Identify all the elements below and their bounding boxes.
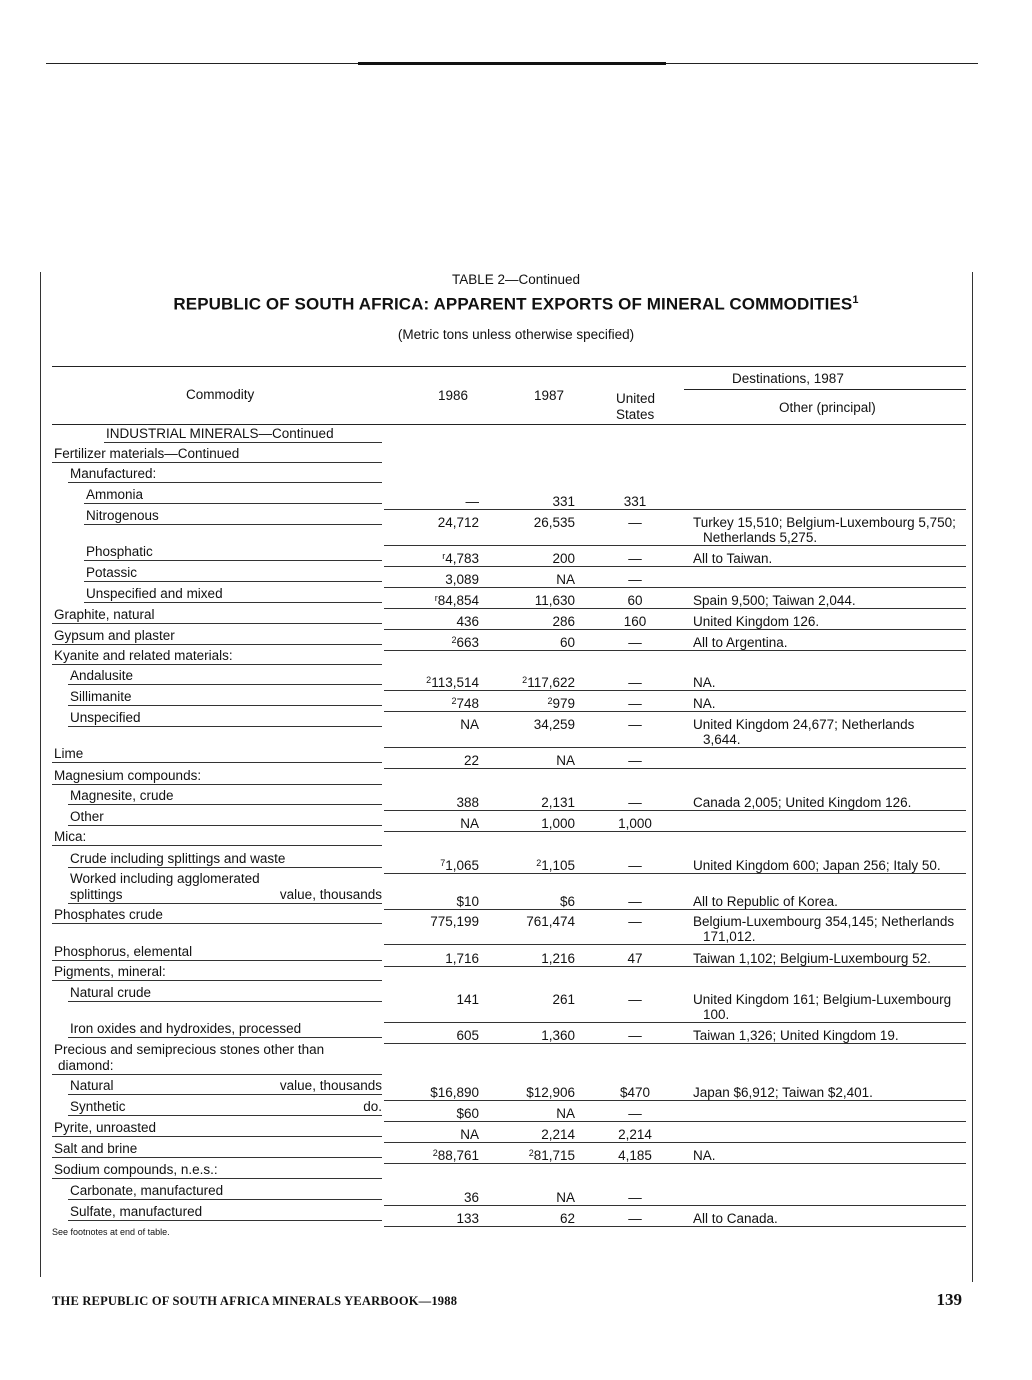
- commodity-label: Other: [70, 809, 104, 824]
- value-1986-text: $16,890: [430, 1085, 479, 1100]
- table-title-text: REPUBLIC OF SOUTH AFRICA: APPARENT EXPORTS OF MINERAL COMMODITIES: [173, 294, 853, 314]
- row-rule: [52, 1074, 382, 1075]
- value-united-states: —: [628, 572, 642, 587]
- row-data-rule: [384, 1163, 966, 1164]
- value-1986: [435, 593, 479, 608]
- commodity-label: Carbonate, manufactured: [70, 1183, 224, 1198]
- commodity-label: Salt and brine: [54, 1141, 138, 1156]
- commodity-label: Phosphorus, elemental: [54, 944, 193, 959]
- commodity-label: Graphite, natural: [54, 607, 155, 622]
- value-1986-text: NA: [460, 717, 479, 732]
- row-data-rule: [384, 1205, 966, 1206]
- value-1987-text: 761,474: [526, 914, 575, 929]
- header-1987: 1987: [534, 388, 565, 403]
- row-data-rule: [384, 1022, 966, 1023]
- value-other-destinations: [693, 635, 968, 650]
- other-destinations-text: NA.: [693, 696, 716, 711]
- value-united-states: —: [628, 894, 642, 909]
- header-other: Other (principal): [779, 400, 876, 415]
- value-1987: [541, 1028, 575, 1043]
- value-other-destinations: [693, 858, 968, 873]
- other-destinations-text-continued: 3,644.: [703, 732, 741, 747]
- row-data-rule: [384, 1142, 966, 1143]
- footnote-mark: 2: [536, 858, 542, 868]
- value-1986-text: NA: [460, 1127, 479, 1142]
- header-us-line2: States: [616, 407, 655, 422]
- value-1986: [430, 1085, 479, 1100]
- unit-label: value, thousands: [279, 1078, 382, 1093]
- row-data-rule: [384, 831, 966, 832]
- row-data-rule: [384, 509, 966, 510]
- value-other-destinations: [693, 696, 968, 711]
- value-1987-text: 2,214: [541, 1127, 575, 1142]
- other-destinations-text-continued: 171,012.: [703, 929, 756, 944]
- value-1987: [552, 494, 575, 509]
- footnote-mark: 2: [528, 1148, 534, 1158]
- row-data-rule: [384, 747, 966, 748]
- value-united-states: 160: [623, 614, 647, 629]
- commodity-label: Ammonia: [86, 487, 144, 502]
- row-rule: [52, 923, 382, 924]
- value-1987: [556, 1106, 575, 1121]
- value-1987-text: 2,131: [541, 795, 575, 810]
- value-other-destinations: [693, 551, 968, 566]
- row-rule: [52, 644, 382, 645]
- row-data-rule: [384, 566, 966, 567]
- footnote-mark: 7: [440, 858, 446, 868]
- other-destinations-text: NA.: [693, 675, 716, 690]
- title-footnote-mark: 1: [852, 294, 859, 306]
- value-1987-text: 1,105: [541, 858, 575, 873]
- value-1986-text: $10: [456, 894, 479, 909]
- commodity-label-continued: splittings: [70, 887, 123, 902]
- other-destinations-text: All to Republic of Korea.: [693, 894, 838, 909]
- value-other-destinations: [693, 1148, 968, 1163]
- footer-title: THE REPUBLIC OF SOUTH AFRICA MINERALS YEARBOOK—1988: [52, 1294, 458, 1308]
- footnote-mark: 2: [432, 1148, 438, 1158]
- commodity-label: Kyanite and related materials:: [54, 648, 233, 663]
- value-1986: [456, 795, 479, 810]
- row-data-rule: [384, 873, 966, 874]
- row-data-rule: [384, 810, 966, 811]
- row-rule: [52, 1157, 382, 1158]
- value-other-destinations: [693, 894, 968, 909]
- value-1986: [451, 635, 479, 650]
- value-1986-text: 748: [456, 696, 479, 711]
- value-1986-text: 388: [456, 795, 479, 810]
- commodity-label: Natural crude: [70, 985, 152, 1000]
- commodity-label: Nitrogenous: [86, 508, 159, 523]
- value-1987-text: 34,259: [533, 717, 575, 732]
- commodity-label: Precious and semiprecious stones other than: [54, 1042, 325, 1057]
- value-1987: [536, 858, 575, 873]
- value-other-destinations: [693, 593, 968, 608]
- value-1986-text: 1,716: [445, 951, 479, 966]
- value-1986: [456, 894, 479, 909]
- row-rule: [52, 664, 382, 665]
- value-1987-text: 286: [552, 614, 575, 629]
- footnote-mark: 2: [522, 675, 528, 685]
- commodity-label: Manufactured:: [70, 466, 157, 481]
- commodity-label: Pigments, mineral:: [54, 964, 166, 979]
- row-data-rule: [384, 909, 966, 910]
- value-1987-text: 1,216: [541, 951, 575, 966]
- value-1986-text: 4,783: [445, 551, 479, 566]
- other-destinations-text-continued: 100.: [703, 1007, 730, 1022]
- other-destinations-text: United Kingdom 161; Belgium-Luxembourg: [693, 992, 952, 1007]
- row-rule: [84, 602, 382, 603]
- header-1986: 1986: [438, 388, 469, 403]
- footnote: See footnotes at end of table.: [52, 1227, 170, 1237]
- value-1987: [534, 717, 575, 732]
- value-1986: [445, 572, 479, 587]
- other-destinations-text: United Kingdom 600; Japan 256; Italy 50.: [693, 858, 941, 873]
- other-destinations-text: Spain 9,500; Taiwan 2,044.: [693, 593, 856, 608]
- value-1987: [522, 675, 575, 690]
- value-united-states: —: [628, 551, 642, 566]
- value-1987: [526, 914, 575, 929]
- value-1987: [556, 753, 575, 768]
- value-other-destinations: [693, 1211, 968, 1226]
- other-destinations-text: United Kingdom 24,677; Netherlands: [693, 717, 915, 732]
- row-rule: [52, 1178, 382, 1179]
- value-1987: [552, 551, 575, 566]
- row-rule: [68, 867, 382, 868]
- row-rule: [68, 684, 382, 685]
- value-united-states: —: [628, 717, 642, 732]
- value-1986: [466, 494, 480, 509]
- value-1986-text: 605: [456, 1028, 479, 1043]
- other-destinations-text: All to Taiwan.: [693, 551, 773, 566]
- row-data-rule: [384, 1043, 966, 1044]
- commodity-label: Synthetic: [70, 1099, 126, 1114]
- row-rule: [52, 462, 382, 463]
- table-caption: TABLE 2—Continued: [451, 272, 581, 287]
- value-united-states: —: [628, 515, 642, 530]
- value-1986: [456, 992, 479, 1007]
- other-destinations-text: Taiwan 1,102; Belgium-Luxembourg 52.: [693, 951, 931, 966]
- row-data-rule: [384, 650, 966, 651]
- value-1987-text: 331: [552, 494, 575, 509]
- value-1987: [541, 951, 575, 966]
- value-1986-text: 141: [456, 992, 479, 1007]
- value-1987-text: 979: [552, 696, 575, 711]
- value-1986: [456, 1028, 479, 1043]
- footnote-mark: r: [442, 551, 446, 561]
- row-rule: [68, 482, 382, 483]
- value-1987: [547, 696, 575, 711]
- value-other-destinations: [693, 515, 968, 545]
- row-data-rule: [384, 629, 966, 630]
- value-1986-text: 3,089: [445, 572, 479, 587]
- commodity-label: Sillimanite: [70, 689, 132, 704]
- table-subtitle: (Metric tons unless otherwise specified): [397, 327, 635, 342]
- commodity-label: Sulfate, manufactured: [70, 1204, 203, 1219]
- row-rule: [68, 1094, 382, 1095]
- other-destinations-text: All to Canada.: [693, 1211, 778, 1226]
- value-1986: [464, 753, 479, 768]
- value-other-destinations: [693, 717, 968, 747]
- commodity-label: Lime: [54, 746, 84, 761]
- row-rule: [52, 845, 382, 846]
- value-1987: [529, 1148, 575, 1163]
- other-destinations-text: Belgium-Luxembourg 354,145; Netherlands: [693, 914, 955, 929]
- other-destinations-text: Taiwan 1,326; United Kingdom 19.: [693, 1028, 899, 1043]
- value-other-destinations: [693, 951, 968, 966]
- value-1986: [440, 858, 479, 873]
- value-other-destinations: [693, 795, 968, 810]
- commodity-label: Crude including splittings and waste: [70, 851, 286, 866]
- footnote-mark: 2: [426, 675, 432, 685]
- value-1987-text: 1,360: [541, 1028, 575, 1043]
- row-data-rule: [384, 1121, 966, 1122]
- value-1987: [552, 614, 575, 629]
- row-data-rule: [384, 1100, 966, 1101]
- value-1987-text: 117,622: [527, 675, 575, 690]
- value-1986-text: 775,199: [430, 914, 479, 929]
- value-united-states: —: [628, 914, 642, 929]
- value-united-states: $470: [619, 1085, 651, 1100]
- other-destinations-text: Japan $6,912; Taiwan $2,401.: [693, 1085, 873, 1100]
- row-rule: [52, 784, 382, 785]
- value-1986-text: 1,065: [445, 858, 479, 873]
- value-1987-text: 81,715: [533, 1148, 575, 1163]
- row-rule: [68, 1115, 382, 1116]
- value-1986-text: 22: [463, 753, 479, 768]
- commodity-label: Sodium compounds, n.e.s.:: [54, 1162, 218, 1177]
- row-data-rule: [384, 690, 966, 691]
- value-united-states: —: [628, 1190, 642, 1205]
- value-united-states: —: [628, 696, 642, 711]
- value-1987: [534, 515, 575, 530]
- value-1986: [460, 816, 479, 831]
- value-1986-text: 84,854: [437, 593, 479, 608]
- value-1987-text: NA: [556, 572, 575, 587]
- value-1986: [456, 614, 479, 629]
- row-data-rule: [384, 1226, 966, 1227]
- row-rule: [68, 1001, 382, 1002]
- row-rule: [52, 980, 382, 981]
- row-rule: [68, 1199, 382, 1200]
- row-rule: [84, 524, 382, 525]
- value-1987: [541, 816, 575, 831]
- value-united-states: 47: [627, 951, 643, 966]
- value-united-states: —: [628, 675, 642, 690]
- commodity-label: Gypsum and plaster: [54, 628, 175, 643]
- commodity-label: Potassic: [86, 565, 138, 580]
- value-united-states: 331: [623, 494, 647, 509]
- value-1987-text: NA: [556, 753, 575, 768]
- value-1987-text: $6: [559, 894, 575, 909]
- row-rule: [84, 581, 382, 582]
- commodity-label: Magnesium compounds:: [54, 768, 202, 783]
- header-commodity: Commodity: [186, 387, 255, 402]
- value-1986-text: 88,761: [437, 1148, 479, 1163]
- value-1986: [451, 696, 479, 711]
- row-data-rule: [384, 768, 966, 769]
- value-united-states: —: [628, 858, 642, 873]
- commodity-label: Iron oxides and hydroxides, processed: [70, 1021, 302, 1036]
- commodity-label: Phosphates crude: [54, 907, 163, 922]
- footnote-mark: 2: [451, 635, 457, 645]
- value-1987-text: 200: [552, 551, 575, 566]
- value-united-states: —: [628, 753, 642, 768]
- value-1986: [456, 1106, 479, 1121]
- value-1987: [560, 1211, 575, 1226]
- other-destinations-text: All to Argentina.: [693, 635, 788, 650]
- row-rule: [68, 1220, 382, 1221]
- value-1986: [445, 951, 479, 966]
- row-data-rule: [384, 545, 966, 546]
- value-united-states: —: [628, 1028, 642, 1043]
- value-united-states: —: [628, 795, 642, 810]
- value-1987: [552, 992, 575, 1007]
- value-1987: [560, 635, 575, 650]
- value-1986-text: NA: [460, 816, 479, 831]
- value-other-destinations: [693, 675, 968, 690]
- row-rule: [68, 903, 382, 904]
- commodity-label: Andalusite: [70, 668, 134, 683]
- value-1986-text: —: [465, 494, 479, 509]
- value-united-states: 2,214: [618, 1127, 652, 1142]
- row-rule: [52, 762, 382, 763]
- commodity-label: Magnesite, crude: [70, 788, 174, 803]
- value-1986: [460, 717, 479, 732]
- value-1987: [560, 894, 575, 909]
- row-data-rule: [384, 944, 966, 945]
- value-1986: [426, 675, 479, 690]
- value-other-destinations: [693, 1028, 968, 1043]
- row-rule: [68, 825, 382, 826]
- value-1987-text: $12,906: [526, 1085, 575, 1100]
- value-1986-text: 113,514: [431, 675, 479, 690]
- value-1987: [526, 1085, 575, 1100]
- footnote-mark: r: [434, 593, 438, 603]
- value-united-states: —: [628, 1211, 642, 1226]
- row-rule: [84, 503, 382, 504]
- footnote-mark: 2: [451, 696, 457, 706]
- value-1986: [460, 1127, 479, 1142]
- commodity-label: Mica:: [54, 829, 87, 844]
- footnote-mark: 2: [547, 696, 553, 706]
- row-rule: [52, 960, 382, 961]
- value-other-destinations: [693, 614, 968, 629]
- row-rule: [68, 804, 382, 805]
- commodity-label: Worked including agglomerated: [70, 871, 260, 886]
- row-rule: [68, 705, 382, 706]
- value-1986: [442, 551, 479, 566]
- other-destinations-text: Canada 2,005; United Kingdom 126.: [693, 795, 912, 810]
- other-destinations-text-continued: Netherlands 5,275.: [703, 530, 818, 545]
- value-other-destinations: [693, 1085, 968, 1100]
- row-rule: [104, 442, 382, 443]
- value-1986: [438, 515, 479, 530]
- value-other-destinations: [693, 992, 968, 1022]
- header-destinations: Destinations, 1987: [732, 371, 844, 386]
- other-destinations-text: United Kingdom 126.: [693, 614, 820, 629]
- unit-label: value, thousands: [279, 887, 382, 902]
- value-1987: [541, 795, 575, 810]
- row-data-rule: [384, 966, 966, 967]
- value-1986-text: 663: [456, 635, 479, 650]
- value-1987-text: 60: [559, 635, 575, 650]
- other-destinations-text: Turkey 15,510; Belgium-Luxembourg 5,750;: [693, 515, 956, 530]
- value-1986: [433, 1148, 479, 1163]
- value-1987: [556, 1190, 575, 1205]
- value-1986: [464, 1190, 479, 1205]
- value-1987-text: NA: [556, 1106, 575, 1121]
- value-united-states: 4,185: [618, 1148, 652, 1163]
- value-united-states: 1,000: [618, 816, 652, 831]
- value-1986-text: 36: [463, 1190, 479, 1205]
- other-destinations-text: NA.: [693, 1148, 716, 1163]
- value-1986-text: $60: [456, 1106, 479, 1121]
- commodity-label: Unspecified and mixed: [86, 586, 223, 601]
- value-united-states: —: [628, 992, 642, 1007]
- value-1986-text: 436: [456, 614, 479, 629]
- page-number: 139: [936, 1290, 962, 1309]
- value-1987-text: 11,630: [534, 593, 575, 608]
- row-data-rule: [384, 587, 966, 588]
- value-other-destinations: [693, 914, 968, 944]
- value-1986-text: 133: [456, 1211, 479, 1226]
- value-1987-text: 1,000: [541, 816, 575, 831]
- value-1987: [535, 593, 575, 608]
- value-united-states: —: [628, 1106, 642, 1121]
- value-united-states: —: [628, 635, 642, 650]
- row-data-rule: [384, 711, 966, 712]
- value-1987-text: NA: [556, 1190, 575, 1205]
- commodity-label: Phosphatic: [86, 544, 153, 559]
- unit-label: do.: [363, 1099, 382, 1114]
- commodity-label: Fertilizer materials—Continued: [54, 446, 240, 461]
- commodity-label: Natural: [70, 1078, 114, 1093]
- value-1987: [556, 572, 575, 587]
- value-united-states: 60: [627, 593, 643, 608]
- value-1986: [456, 1211, 479, 1226]
- header-us-line1: United: [616, 391, 656, 406]
- row-rule: [84, 560, 382, 561]
- row-rule: [68, 726, 382, 727]
- commodity-label: INDUSTRIAL MINERALS—Continued: [106, 426, 334, 441]
- commodity-label-continued: diamond:: [58, 1058, 114, 1073]
- commodity-label: Pyrite, unroasted: [54, 1120, 157, 1135]
- commodity-label: Unspecified: [70, 710, 141, 725]
- row-rule: [68, 1037, 382, 1038]
- row-rule: [52, 623, 382, 624]
- row-data-rule: [384, 608, 966, 609]
- value-1986: [430, 914, 479, 929]
- value-1987-text: 261: [552, 992, 575, 1007]
- value-1987-text: 26,535: [533, 515, 575, 530]
- row-rule: [52, 1136, 382, 1137]
- value-1987: [541, 1127, 575, 1142]
- value-1986-text: 24,712: [437, 515, 479, 530]
- value-1987-text: 62: [559, 1211, 575, 1226]
